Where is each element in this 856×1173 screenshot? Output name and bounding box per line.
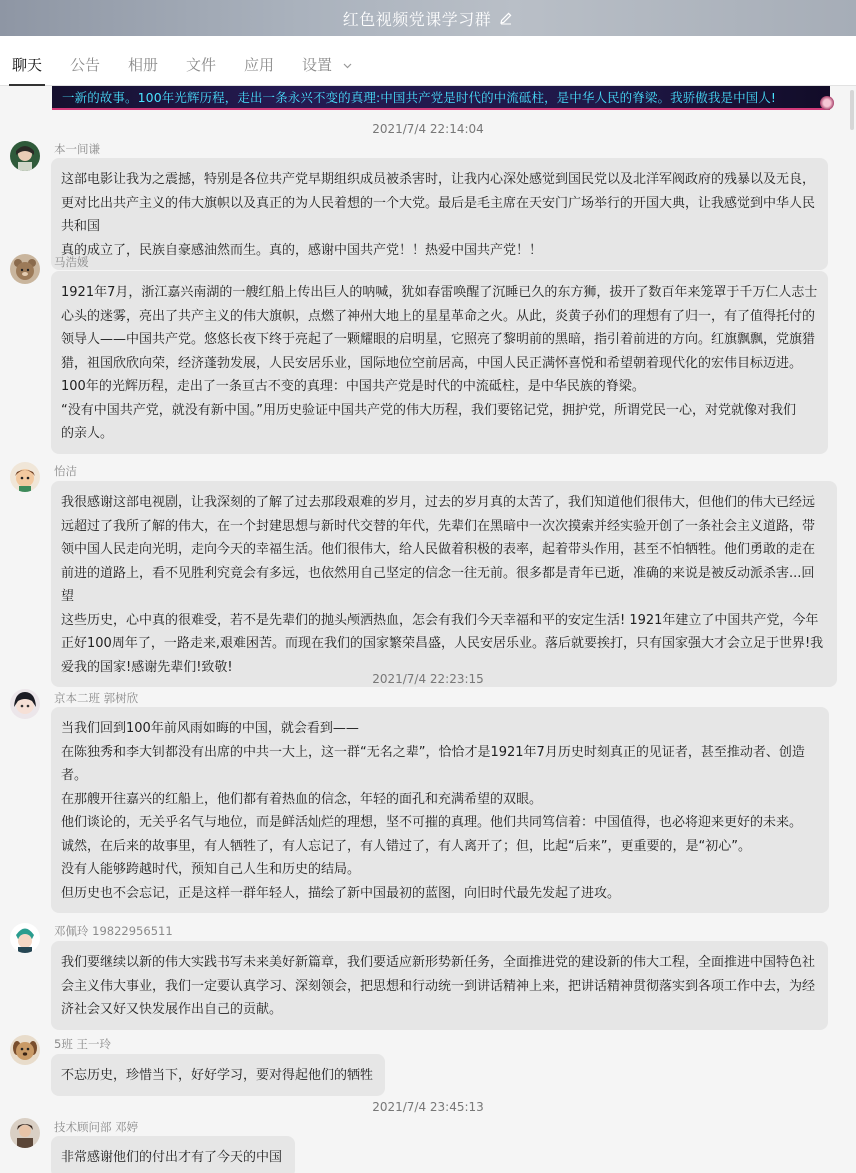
tab-bar <box>0 36 856 86</box>
banner-image-message[interactable] <box>52 86 830 110</box>
avatar-bear-icon <box>10 254 40 284</box>
message-line: 我很感谢这部电视剧，让我深刻的了解了过去那段艰难的岁月，过去的岁月真的太苦了，我们知道他们很伟大，但他们的伟大已经远 <box>61 495 816 510</box>
message-line: 但历史也不会忘记，正是这样一群年轻人，描绘了新中国最初的蓝图，向旧时代最先发起了进攻。 <box>61 885 621 901</box>
message-line: 前进的道路上，看不见胜利究竟会有多远，也依然用自己坚定的信念一往无前。很多都是青年已逝，准确的来说是被反动派杀害...回望 <box>61 565 815 604</box>
message-line: 远超过了我所了解的伟大，在一个封建思想与新时代交替的年代，先辈们在黑暗中一次次摸索并经实验开创了一条社会主义道路，带 <box>61 518 816 534</box>
tab-announcement[interactable] <box>70 54 100 86</box>
message-line: 非常感谢他们的付出才有了今天的中国 <box>61 1150 283 1165</box>
tab-files[interactable] <box>186 54 216 86</box>
message-line: 在陈独秀和李大钊都没有出席的中共一大上，这一群“无名之辈”，恰恰才是1921年7月历史时刻真正的见证者，甚至推动者、创造 <box>61 744 805 760</box>
sender-name: 邓佩玲 19822956511 <box>54 924 173 938</box>
avatar-anime-icon <box>10 689 40 719</box>
avatar[interactable] <box>10 689 40 719</box>
timestamp: 2021/7/4 23:45:13 <box>372 1100 484 1114</box>
message-line: 我们要继续以新的伟大实践书写未来美好新篇章，我们要适应新形势新任务，全面推进党的建设新的伟大工程，全面推进中国特色社 <box>61 955 816 970</box>
sender-name: 马浩媛 <box>54 255 89 269</box>
tab-settings[interactable] <box>302 54 352 86</box>
message-line: 更对比出共产主义的伟大旗帜以及真正的为人民着想的一个大党。最后是毛主席在天安门广场举行的开国大典，让我感觉到中华人民共和国 <box>61 195 816 234</box>
message-line: 的亲人。 <box>61 426 114 441</box>
avatar-photo-icon <box>10 1118 40 1148</box>
tab-apps-label: 应用 <box>244 56 275 74</box>
avatar-character-icon <box>10 923 40 953</box>
message-bubble[interactable] <box>51 941 828 1030</box>
message-bubble[interactable] <box>51 707 829 913</box>
message-line: 会主义伟大事业，我们一定要认真学习、深刻领会，把思想和行动统一到讲话精神上来，把讲话精神贯彻落实到各项工作中去，为经 <box>61 978 816 994</box>
avatar-girl-icon <box>10 141 40 171</box>
message-line: “没有中国共产党，就没有新中国。”用历史验证中国共产党的伟大历程，我们要铭记党，拥护党，所谓党民一心，对党就像对我们 <box>61 402 796 418</box>
banner-text: 一新的故事。100年光辉历程，走出一条永兴不变的真理:中国共产党是时代的中流砥柱，是中华人民的脊梁。我骄傲我是中国人! <box>62 90 776 105</box>
avatar[interactable] <box>10 923 40 953</box>
tab-album-label: 相册 <box>128 56 159 74</box>
message-line: 这些历史，心中真的很难受，若不是先辈们的抛头颅洒热血，怎会有我们今天幸福和平的安定生活! 1921年建立了中国共产党，今年 <box>61 612 819 628</box>
tab-settings-label: 设置 <box>302 56 333 74</box>
chevron-down-icon <box>343 63 352 69</box>
timestamp: 2021/7/4 22:23:15 <box>372 672 484 686</box>
tab-files-label: 文件 <box>186 56 217 74</box>
message-line: 100年的光辉历程，走出了一条亘古不变的真理：中国共产党是时代的中流砥柱，是中华民族的脊梁。 <box>61 379 645 394</box>
sender-name: 怡洁 <box>54 464 77 478</box>
sender-name: 京本二班 郭树欣 <box>54 691 139 705</box>
avatar[interactable] <box>10 1118 40 1148</box>
message-line: 他们谈论的，无关乎名气与地位，而是鲜活灿烂的理想，坚不可摧的真理。他们共同笃信着：中国值得，也必将迎来更好的未来。 <box>61 815 803 830</box>
message-line: 爱我的国家!感谢先辈们!致敬! <box>61 659 233 675</box>
message-bubble[interactable] <box>51 1136 295 1173</box>
avatar[interactable] <box>10 141 40 171</box>
message-line: 济社会又好又快发展作出自己的贡献。 <box>61 1002 283 1017</box>
group-title: 红色视频党课学习群 <box>342 9 492 29</box>
message-line: 猎，祖国欣欣向荣，经济蓬勃发展，人民安居乐业，国际地位空前居高，中国人民正满怀喜悦和希望朝着现代化的宏伟目标迈进。 <box>61 355 803 371</box>
message-line: 这部电影让我为之震撼，特别是各位共产党早期组织成员被杀害时，让我内心深处感觉到国民党以及北洋军阀政府的残暴以及无良， <box>61 172 816 187</box>
tab-chat[interactable] <box>12 54 42 86</box>
message-line: 诚然，在后来的故事里，有人牺牲了，有人忘记了，有人错过了，有人离开了；但，比起“后来”，更重要的，是“初心”。 <box>61 838 751 854</box>
sender-name: 5班 王一玲 <box>54 1037 111 1051</box>
message-line: 当我们回到100年前风雨如晦的中国，就会看到—— <box>61 721 359 736</box>
edit-pencil-icon[interactable] <box>499 11 513 25</box>
sender-name: 本一间谦 <box>54 142 100 156</box>
message-bubble[interactable] <box>51 1054 385 1096</box>
message-line: 1921年7月，浙江嘉兴南湖的一艘红船上传出巨人的呐喊，犹如春雷唤醒了沉睡已久的东方狮，拔开了数百年来笼罩于千万仁人志士 <box>61 285 818 300</box>
message-line: 心头的迷雾，亮出了共产主义的伟大旗帜，点燃了神州大地上的星星革命之火。从此，炎黄子孙们的理想有了归一，有了值得托付的 <box>61 308 816 324</box>
message-bubble[interactable] <box>51 481 837 687</box>
avatar-cartoon-boy-icon <box>10 462 40 492</box>
tab-chat-label: 聊天 <box>12 56 43 74</box>
tab-apps[interactable] <box>244 54 274 86</box>
message-bubble[interactable] <box>51 271 828 454</box>
message-bubble[interactable] <box>51 158 828 270</box>
avatar[interactable] <box>10 254 40 284</box>
avatar-dog-icon <box>10 1035 40 1065</box>
window-titlebar <box>0 0 856 36</box>
avatar[interactable] <box>10 1035 40 1065</box>
message-line: 领中国人民走向光明，走向今天的幸福生活。他们很伟大，给人民做着积极的表率，起着带头作用，甚至不怕牺牲。他们勇敢的走在 <box>61 542 816 557</box>
message-line: 没有人能够跨越时代，预知自己人生和历史的结局。 <box>61 862 361 877</box>
banner-decoration-icon <box>820 96 834 110</box>
message-line: 正好100周年了，一路走来,艰难困苦。而现在我们的国家繁荣昌盛，人民安居乐业。落后就要挨打，只有国家强大才会立足于世界!我 <box>61 636 824 651</box>
timestamp: 2021/7/4 22:14:04 <box>372 122 484 136</box>
message-line: 不忘历史，珍惜当下，好好学习，要对得起他们的牺牲 <box>61 1068 374 1083</box>
sender-name: 技术顾问部 邓婷 <box>54 1120 139 1134</box>
tab-announcement-label: 公告 <box>70 56 101 74</box>
tab-album[interactable] <box>128 54 158 86</box>
message-line: 真的成立了，民族自豪感油然而生。真的，感谢中国共产党！！热爱中国共产党！！ <box>61 242 543 258</box>
message-line: 领导人——中国共产党。悠悠长夜下终于亮起了一颗耀眼的启明星，它照亮了黎明前的黑暗，指引着前进的方向。红旗飘飘，党旗猎 <box>61 332 816 347</box>
message-line: 者。 <box>61 768 88 783</box>
avatar[interactable] <box>10 462 40 492</box>
message-line: 在那艘开往嘉兴的红船上，他们都有着热血的信念，年轻的面孔和充满希望的双眼。 <box>61 791 543 807</box>
